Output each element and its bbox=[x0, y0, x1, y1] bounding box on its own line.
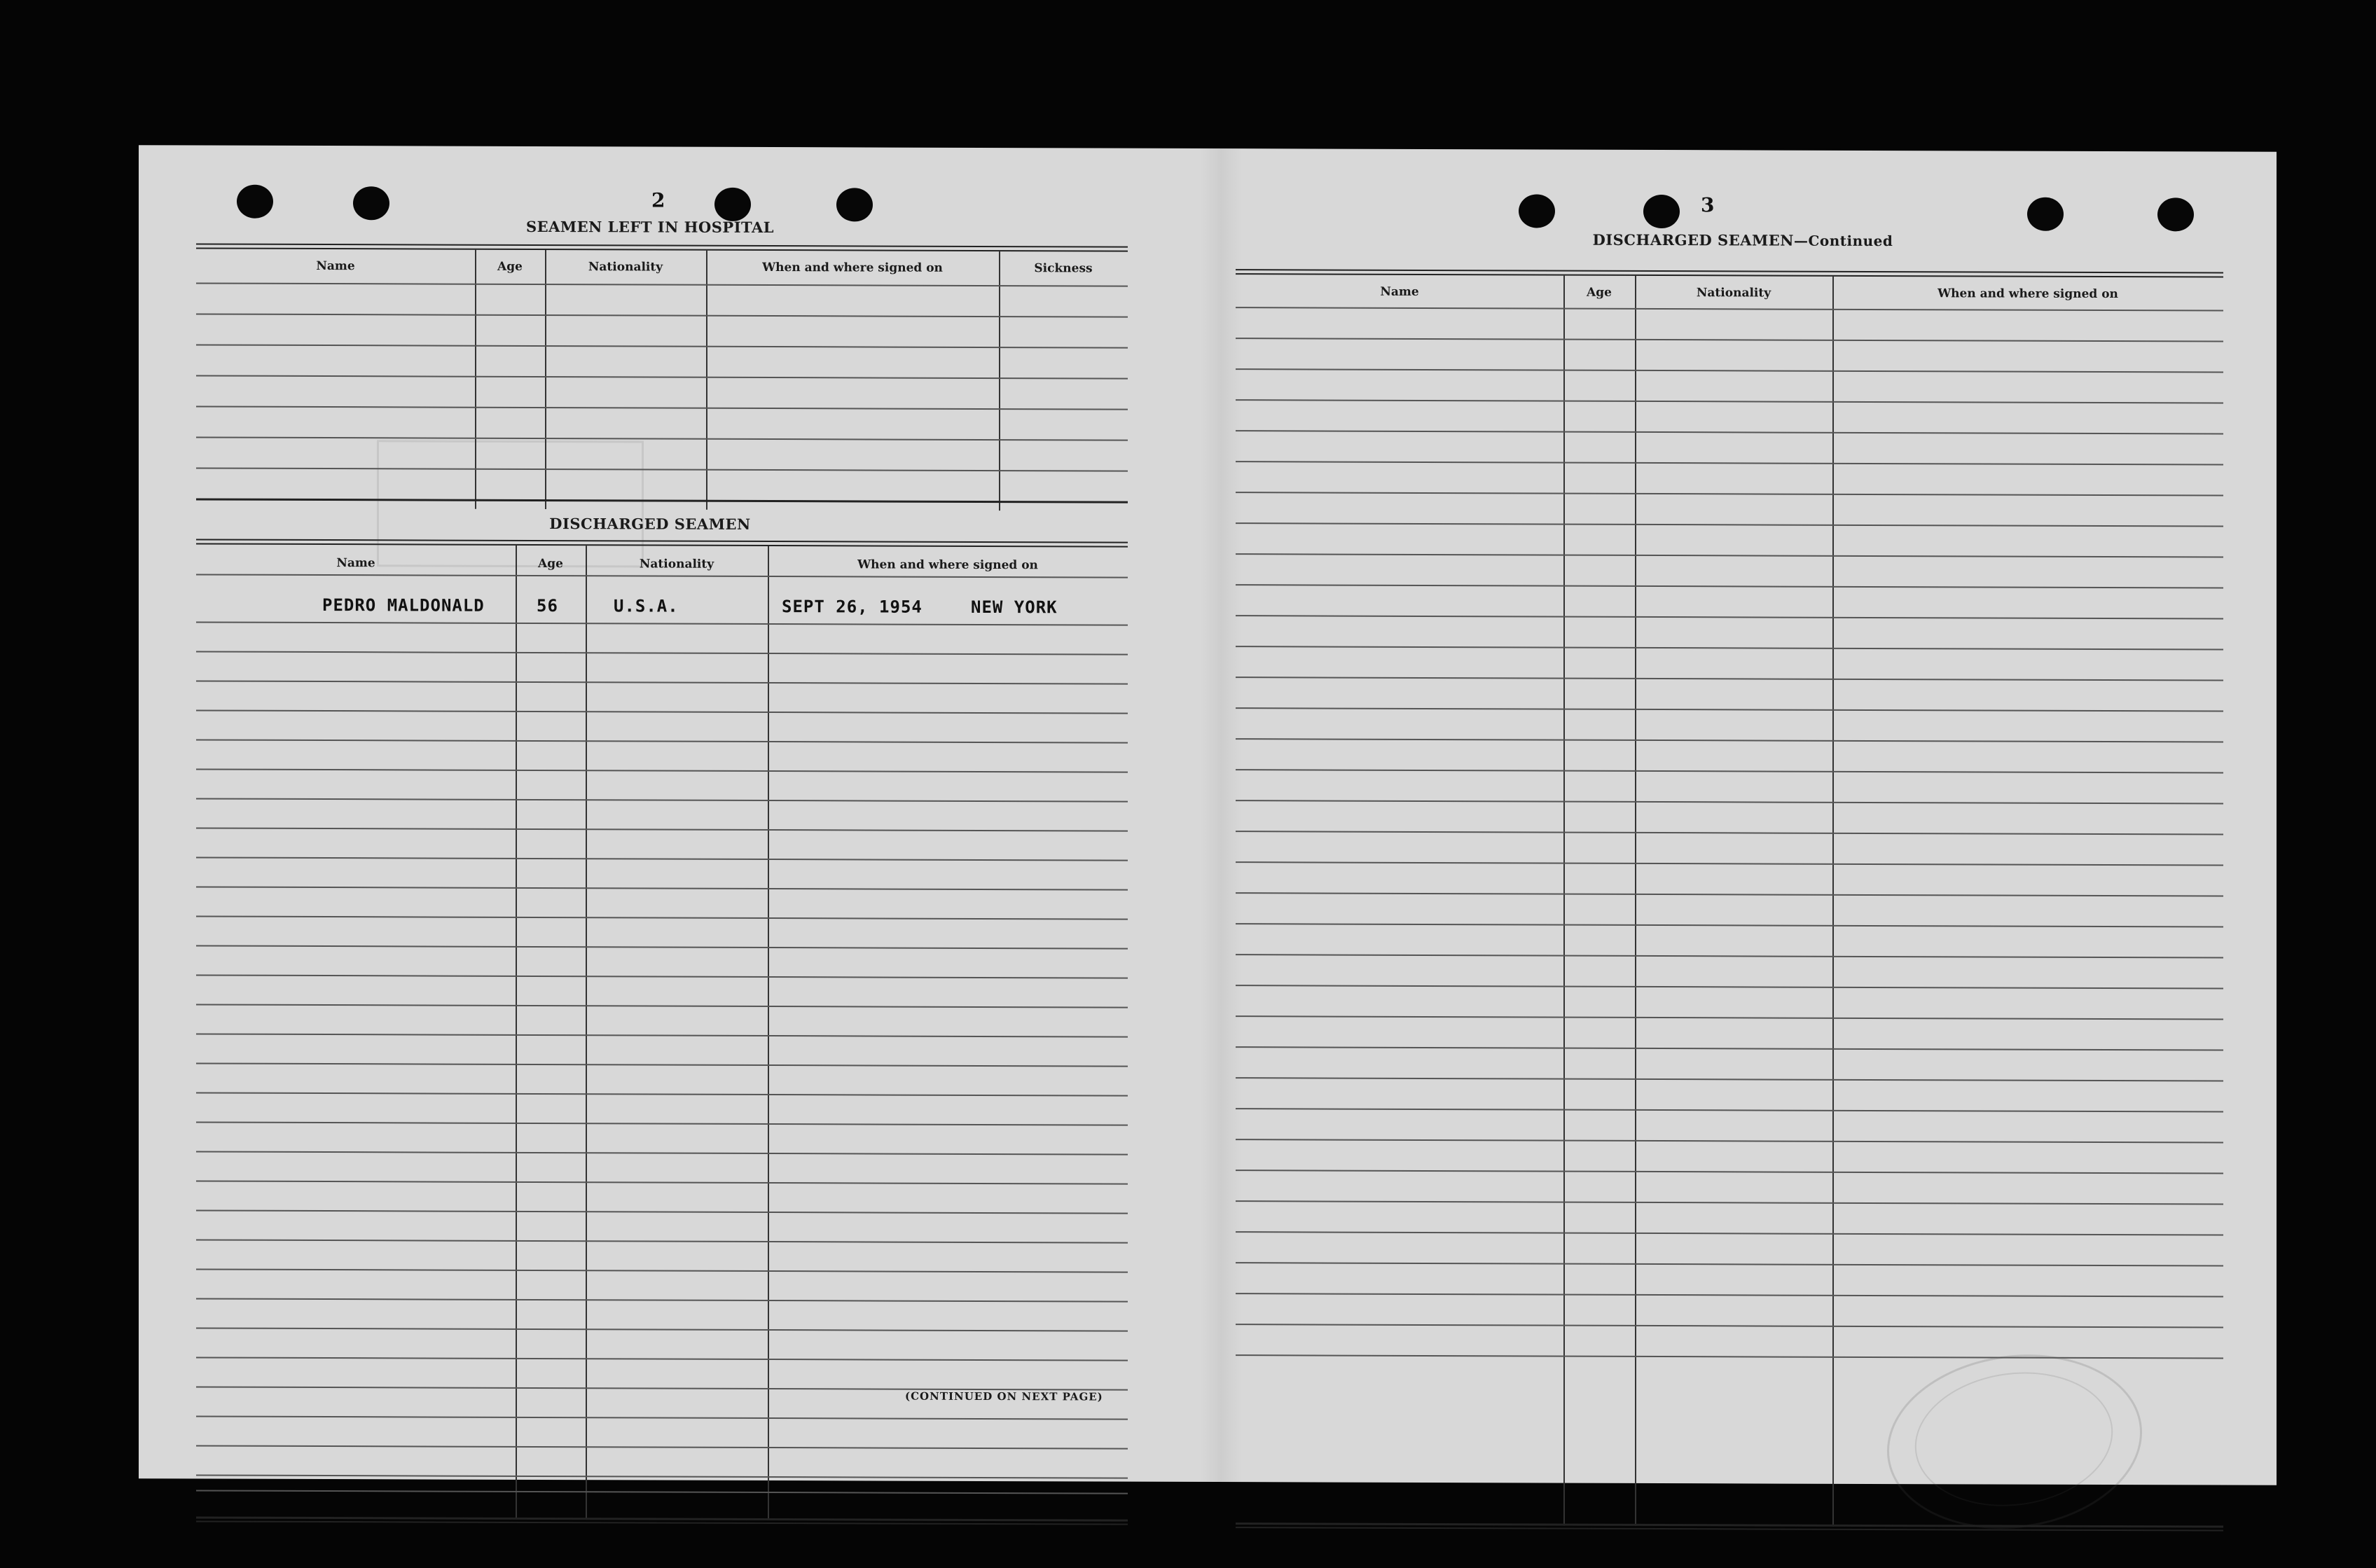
right-row-line bbox=[1236, 1108, 2223, 1112]
discharged-row-line bbox=[196, 798, 1128, 802]
right-row-line bbox=[1236, 1200, 2223, 1205]
discharged-row-line bbox=[196, 739, 1128, 743]
discharged-continued-title bbox=[1526, 230, 1960, 249]
right-table-bottom-rule-2 bbox=[1236, 1527, 2223, 1531]
hospital-col-age: Age bbox=[497, 259, 523, 274]
right-row-line bbox=[1236, 307, 2223, 311]
right-col-age: Age bbox=[1587, 285, 1612, 300]
right-row-line bbox=[1236, 338, 2223, 342]
discharged-row-line bbox=[196, 574, 1128, 578]
hospital-row-line bbox=[196, 313, 1128, 317]
hospital-row-line bbox=[196, 405, 1128, 410]
hospital-section-title: SEAMEN LEFT IN HOSPITAL bbox=[525, 217, 775, 237]
discharged-col-nationality: Nationality bbox=[639, 557, 714, 571]
document-sheet bbox=[139, 145, 2277, 1485]
hospital-col-signed-on: When and where signed on bbox=[762, 261, 943, 275]
discharged-col-divider bbox=[516, 546, 517, 1519]
hospital-col-name: Name bbox=[316, 259, 355, 274]
punch-hole bbox=[2157, 197, 2194, 231]
right-row-line bbox=[1236, 430, 2223, 434]
hospital-table-top-rule-2 bbox=[196, 247, 1128, 251]
right-row-line bbox=[1236, 985, 2223, 989]
right-row-line bbox=[1236, 1077, 2223, 1081]
discharged-row-line bbox=[196, 709, 1128, 714]
hospital-row-line bbox=[196, 467, 1128, 471]
discharged-row-line bbox=[196, 1121, 1128, 1125]
discharged-row-line bbox=[196, 915, 1128, 920]
punch-hole bbox=[836, 188, 873, 221]
right-row-line bbox=[1236, 800, 2223, 804]
right-row-line bbox=[1236, 399, 2223, 403]
discharged-row-line bbox=[196, 974, 1128, 978]
continued-note: (CONTINUED ON NEXT PAGE) bbox=[905, 1389, 1103, 1403]
right-row-line bbox=[1236, 615, 2223, 619]
discharged-row-line bbox=[196, 1268, 1128, 1272]
right-row-line bbox=[1236, 831, 2223, 835]
discharged-row-line bbox=[196, 1474, 1128, 1478]
discharged-table-top-rule-2 bbox=[196, 543, 1128, 547]
hospital-row-line bbox=[196, 282, 1128, 286]
right-row-line bbox=[1236, 954, 2223, 958]
punch-hole bbox=[353, 186, 389, 220]
right-row-line bbox=[1236, 1262, 2223, 1266]
discharged-row-line bbox=[196, 621, 1128, 625]
hospital-table-bottom-rule bbox=[196, 498, 1128, 503]
hospital-col-divider bbox=[706, 251, 707, 510]
discharged-row-line bbox=[196, 1490, 1128, 1494]
discharged-section-title: DISCHARGED SEAMEN bbox=[549, 515, 751, 533]
discharged-row-line bbox=[196, 1239, 1128, 1243]
hospital-row-line bbox=[196, 375, 1128, 379]
right-row-line bbox=[1236, 1046, 2223, 1050]
discharged-col-divider bbox=[586, 546, 587, 1519]
discharged-row-line bbox=[196, 1092, 1128, 1096]
discharged-row-line bbox=[196, 1004, 1128, 1008]
discharged-row-line bbox=[196, 827, 1128, 831]
punch-hole bbox=[714, 188, 751, 221]
right-col-name: Name bbox=[1380, 284, 1419, 299]
hospital-col-sickness: Sickness bbox=[1034, 261, 1093, 276]
punch-hole bbox=[237, 185, 273, 218]
hospital-row-line bbox=[196, 436, 1128, 440]
discharged-table-bottom-rule-2 bbox=[196, 1520, 1128, 1525]
right-row-line bbox=[1236, 1293, 2223, 1297]
discharged-table-top-rule bbox=[196, 539, 1128, 543]
discharged-col-age: Age bbox=[538, 556, 563, 571]
right-row-line bbox=[1236, 584, 2223, 588]
discharged-row-line bbox=[196, 1062, 1128, 1067]
right-row-line bbox=[1236, 492, 2223, 496]
right-row-line bbox=[1236, 677, 2223, 681]
discharged-row-line bbox=[196, 1298, 1128, 1302]
right-row-line bbox=[1236, 738, 2223, 742]
right-row-line bbox=[1236, 892, 2223, 896]
right-row-line bbox=[1236, 368, 2223, 373]
discharged-continued-title-main: DISCHARGED SEAMEN bbox=[1592, 230, 1794, 249]
discharged-row-line bbox=[196, 886, 1128, 890]
seaman-nationality: U.S.A. bbox=[614, 596, 679, 616]
right-col-signed-on: When and where signed on bbox=[1938, 286, 2118, 302]
discharged-col-name: Name bbox=[336, 556, 375, 571]
bleed-through-stamp bbox=[377, 440, 644, 567]
discharged-row-line bbox=[196, 768, 1128, 772]
hospital-table-top-rule bbox=[196, 243, 1128, 247]
punch-hole bbox=[2027, 197, 2064, 231]
right-row-line bbox=[1236, 646, 2223, 650]
hospital-col-divider bbox=[475, 250, 476, 509]
punch-hole bbox=[1519, 194, 1555, 228]
page-number-left: 2 bbox=[651, 188, 665, 212]
hospital-col-divider bbox=[999, 251, 1000, 511]
right-row-line bbox=[1236, 1015, 2223, 1020]
punch-hole bbox=[1643, 195, 1680, 228]
right-row-line bbox=[1236, 707, 2223, 712]
seaman-age: 56 bbox=[537, 595, 558, 616]
discharged-row-line bbox=[196, 651, 1128, 655]
discharged-row-line bbox=[196, 1327, 1128, 1331]
right-row-line bbox=[1236, 1324, 2223, 1328]
right-row-line bbox=[1236, 522, 2223, 527]
hospital-col-nationality: Nationality bbox=[588, 260, 663, 275]
discharged-row-line bbox=[196, 1180, 1128, 1184]
right-row-line bbox=[1236, 861, 2223, 866]
discharged-row-line bbox=[196, 1151, 1128, 1155]
discharged-row-line bbox=[196, 1209, 1128, 1214]
right-table-top-rule-2 bbox=[1236, 273, 2223, 277]
discharged-col-divider bbox=[768, 546, 769, 1520]
right-row-line bbox=[1236, 553, 2223, 557]
right-col-nationality: Nationality bbox=[1696, 286, 1771, 300]
seaman-signed-on-place: NEW YORK bbox=[971, 597, 1058, 618]
page-number-right: 3 bbox=[1701, 193, 1715, 217]
seaman-name: PEDRO MALDONALD bbox=[322, 595, 485, 616]
discharged-row-line bbox=[196, 1357, 1128, 1361]
discharged-row-line bbox=[196, 856, 1128, 861]
right-table-top-rule bbox=[1236, 269, 2223, 273]
right-row-line bbox=[1236, 1139, 2223, 1143]
discharged-continued-title-suffix: —Continued bbox=[1793, 232, 1893, 250]
hospital-col-divider bbox=[545, 250, 546, 509]
right-row-line bbox=[1236, 1170, 2223, 1174]
hospital-row-line bbox=[196, 344, 1128, 348]
discharged-row-line bbox=[196, 945, 1128, 949]
right-row-line bbox=[1236, 461, 2223, 465]
right-row-line bbox=[1236, 1354, 2223, 1359]
seaman-signed-on-date: SEPT 26, 1954 bbox=[782, 597, 923, 617]
right-row-line bbox=[1236, 1231, 2223, 1235]
discharged-row-line bbox=[196, 1415, 1128, 1420]
right-row-line bbox=[1236, 769, 2223, 773]
right-row-line bbox=[1236, 923, 2223, 927]
discharged-row-line bbox=[196, 680, 1128, 684]
page-fold bbox=[1200, 148, 1242, 1482]
discharged-col-signed-on: When and where signed on bbox=[857, 557, 1038, 573]
discharged-row-line bbox=[196, 1033, 1128, 1037]
discharged-row-line bbox=[196, 1445, 1128, 1449]
